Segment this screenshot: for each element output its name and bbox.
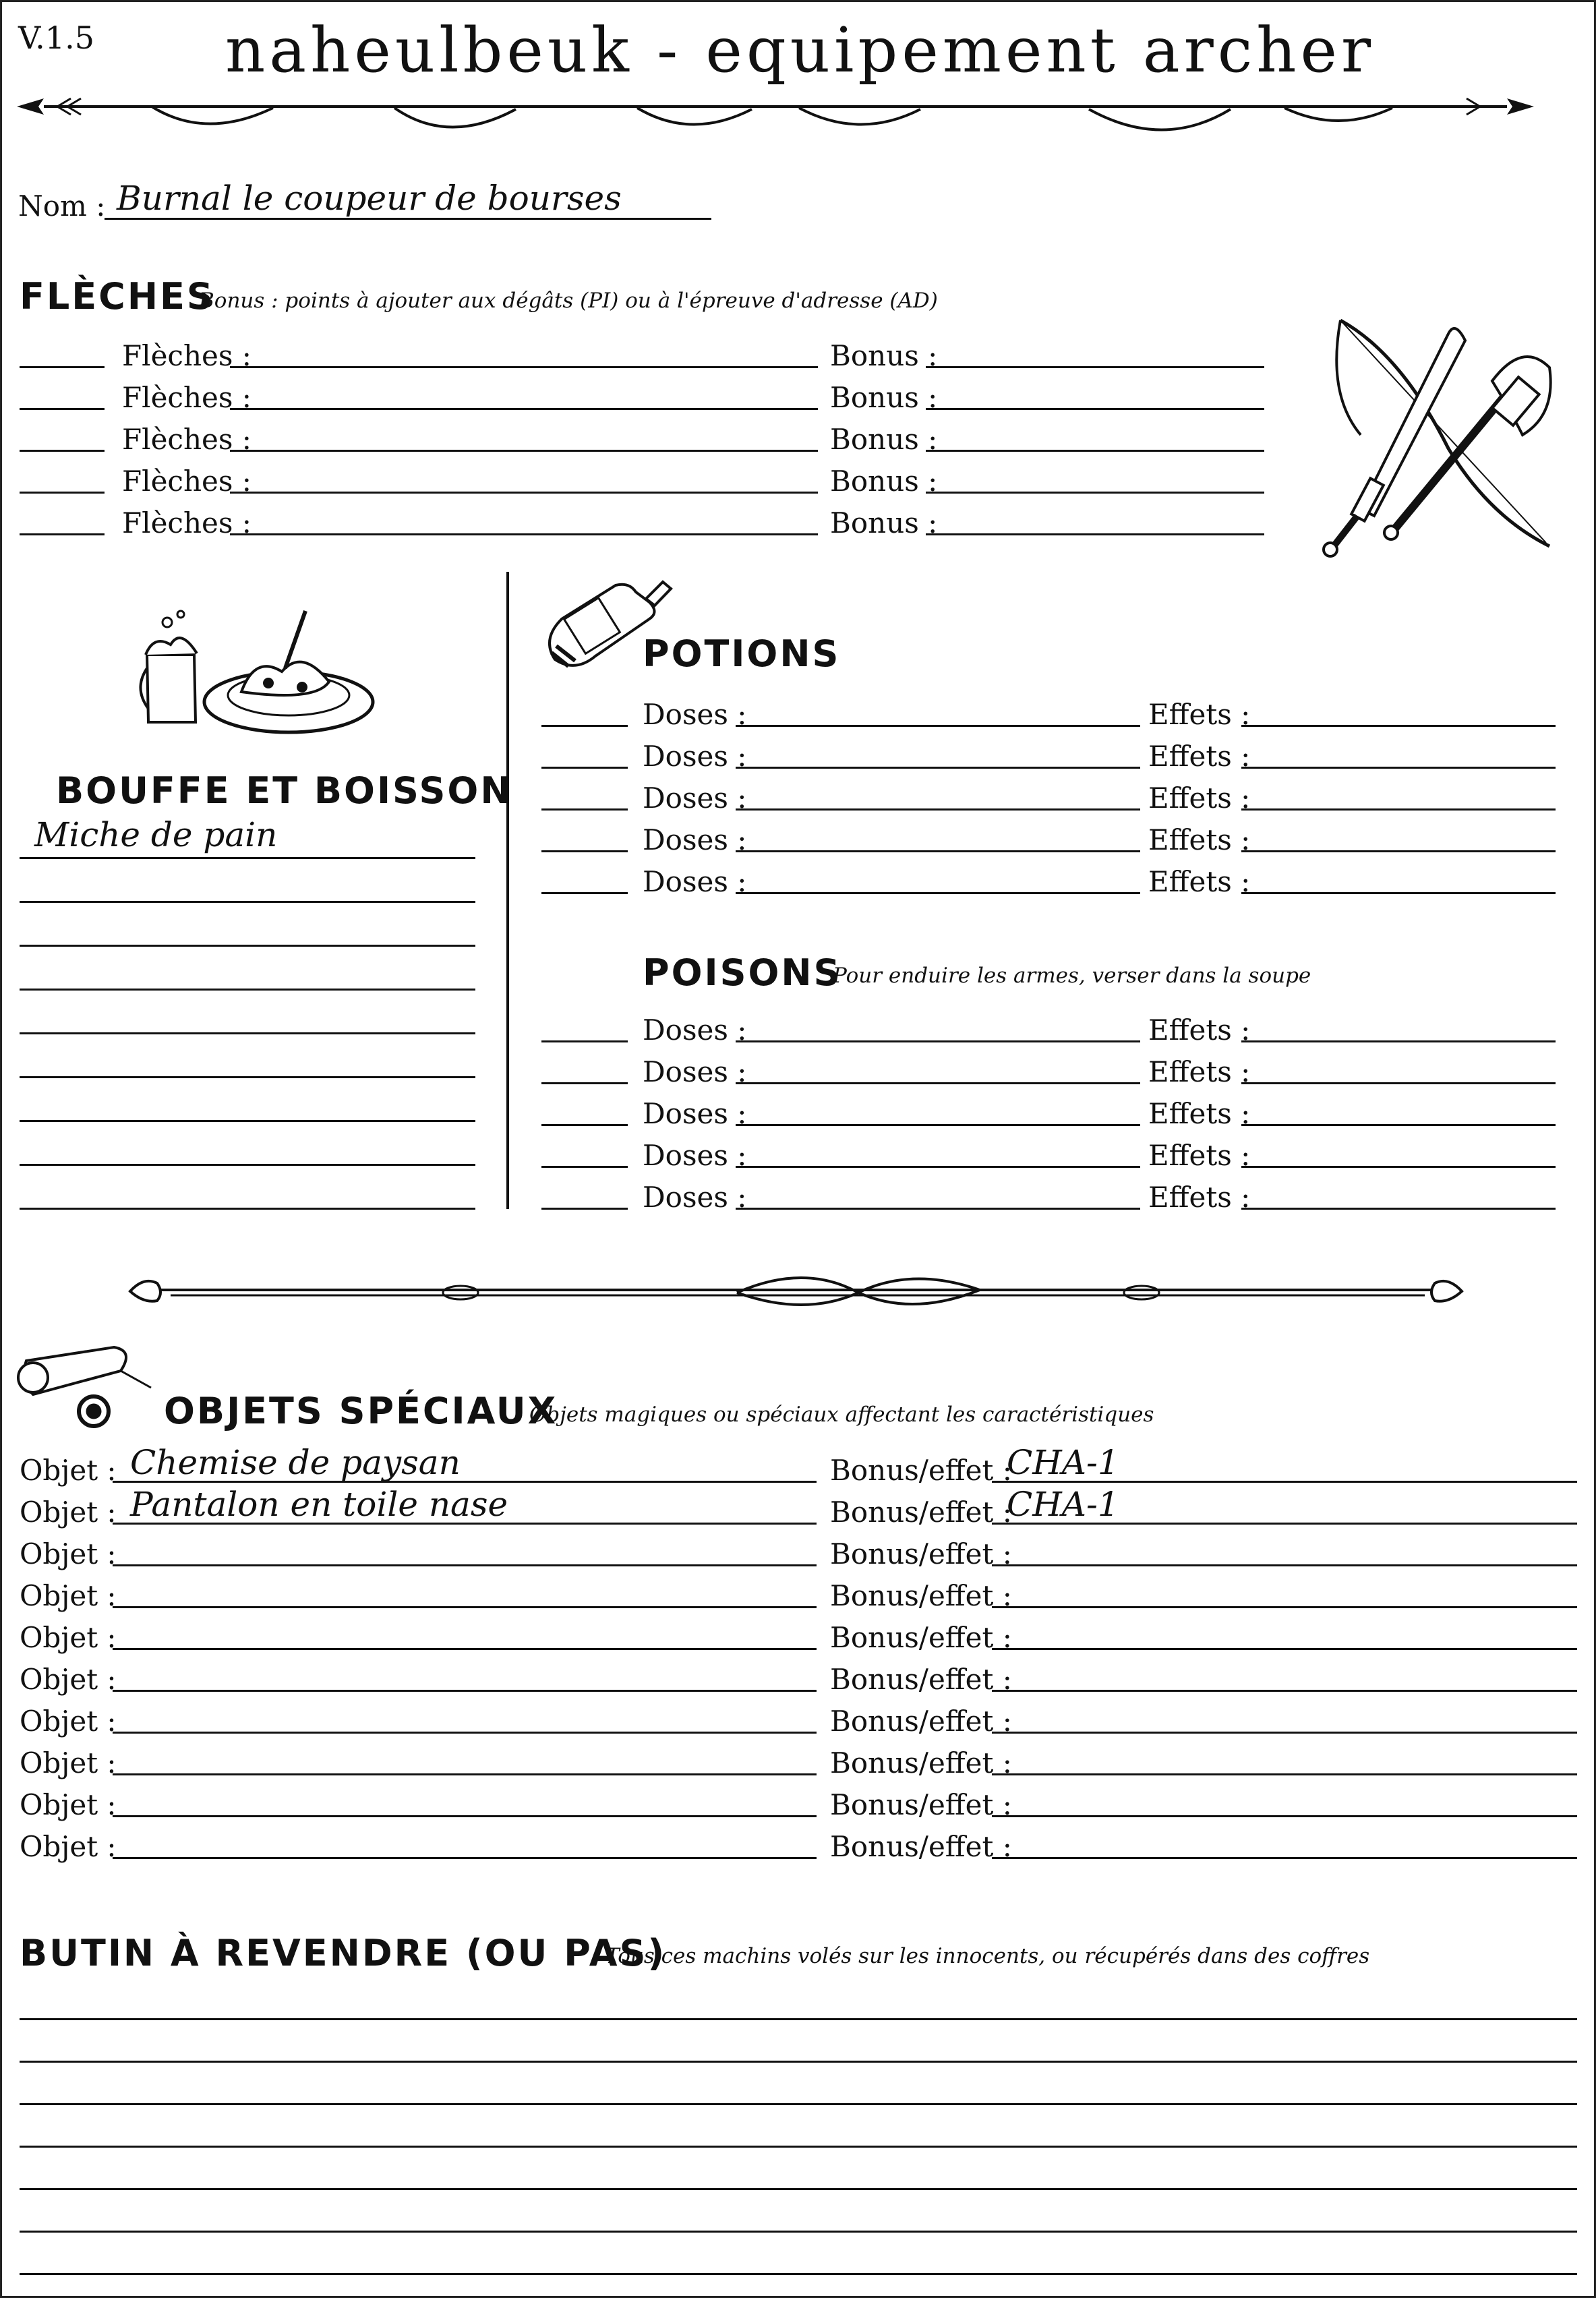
- objet-line[interactable]: [113, 1857, 817, 1859]
- poisons-qty-line[interactable]: [541, 1082, 628, 1084]
- objets-subtitle: Objets magiques ou spéciaux affectant les caractéristiques: [529, 1403, 1154, 1427]
- potions-effets-line[interactable]: [1241, 725, 1556, 727]
- bouffe-item[interactable]: Miche de pain: [34, 815, 278, 854]
- butin-line[interactable]: [20, 2146, 1577, 2148]
- butin-line[interactable]: [20, 2231, 1577, 2233]
- potions-doses-label: Doses :: [643, 740, 747, 773]
- bouffe-line[interactable]: [20, 1076, 475, 1078]
- objet-line[interactable]: [113, 1606, 817, 1608]
- poisons-effets-line[interactable]: [1241, 1166, 1556, 1168]
- potions-effets-line[interactable]: [1241, 892, 1556, 894]
- potions-doses-line[interactable]: [736, 850, 1140, 852]
- potions-effets-label: Effets :: [1148, 782, 1251, 815]
- page-title: naheulbeuk - equipement archer: [225, 14, 1375, 86]
- fleche-qty-line[interactable]: [20, 450, 105, 452]
- poisons-doses-line[interactable]: [736, 1082, 1140, 1084]
- objet-bonus-label: Bonus/effet :: [830, 1788, 1012, 1821]
- nom-line: [105, 218, 711, 220]
- potions-qty-line[interactable]: [541, 808, 628, 811]
- poisons-effets-label: Effets :: [1148, 1181, 1251, 1214]
- potions-effets-label: Effets :: [1148, 740, 1251, 773]
- poisons-title: POISONS: [643, 951, 842, 994]
- staff-divider-icon: [130, 1263, 1462, 1317]
- objet-bonus-line[interactable]: [992, 1564, 1577, 1566]
- objet-bonus-line[interactable]: [992, 1481, 1577, 1483]
- version-label: V.1.5: [18, 20, 94, 56]
- objet-value[interactable]: Pantalon en toile nase: [130, 1485, 508, 1524]
- scroll-ring-icon: [20, 1340, 154, 1432]
- butin-line[interactable]: [20, 2188, 1577, 2190]
- fleche-name-line[interactable]: [230, 408, 818, 410]
- objet-label: Objet :: [20, 1705, 117, 1738]
- objet-bonus-label: Bonus/effet :: [830, 1579, 1012, 1612]
- objet-label: Objet :: [20, 1496, 117, 1529]
- objet-bonus-label: Bonus/effet :: [830, 1537, 1012, 1570]
- objet-bonus-line[interactable]: [992, 1815, 1577, 1817]
- arrow-divider-icon: [17, 86, 1534, 147]
- poisons-doses-label: Doses :: [643, 1055, 747, 1088]
- poisons-effets-line[interactable]: [1241, 1124, 1556, 1126]
- objet-line[interactable]: [113, 1481, 817, 1483]
- objet-bonus-label: Bonus/effet :: [830, 1621, 1012, 1654]
- fleche-bonus-label: Bonus :: [830, 506, 938, 539]
- objet-bonus-line[interactable]: [992, 1606, 1577, 1608]
- poisons-doses-label: Doses :: [643, 1181, 747, 1214]
- fleche-label: Flèches :: [122, 506, 252, 539]
- objet-label: Objet :: [20, 1454, 117, 1487]
- fleche-bonus-line[interactable]: [926, 450, 1264, 452]
- fleche-label: Flèches :: [122, 465, 252, 498]
- fleche-bonus-line[interactable]: [926, 533, 1264, 535]
- potions-doses-label: Doses :: [643, 823, 747, 856]
- poisons-effets-label: Effets :: [1148, 1055, 1251, 1088]
- nom-label: Nom :: [18, 189, 106, 223]
- bouffe-line[interactable]: [20, 1032, 475, 1034]
- bouffe-title: BOUFFE ET BOISSON: [56, 769, 513, 812]
- bouffe-line[interactable]: [20, 901, 475, 903]
- bouffe-line[interactable]: [20, 1120, 475, 1122]
- objet-line[interactable]: [113, 1690, 817, 1692]
- potions-qty-line[interactable]: [541, 767, 628, 769]
- butin-title: BUTIN À REVENDRE (OU PAS): [20, 1932, 667, 1974]
- potions-qty-line[interactable]: [541, 850, 628, 852]
- objet-label: Objet :: [20, 1621, 117, 1654]
- objet-label: Objet :: [20, 1663, 117, 1696]
- objet-bonus-label: Bonus/effet :: [830, 1705, 1012, 1738]
- poisons-effets-label: Effets :: [1148, 1097, 1251, 1130]
- butin-subtitle: Tous ces machins volés sur les innocents, ou récupérés dans des coffres: [605, 1944, 1370, 1968]
- potions-doses-line[interactable]: [736, 892, 1140, 894]
- fleche-qty-line[interactable]: [20, 492, 105, 494]
- fleche-name-line[interactable]: [230, 492, 818, 494]
- fleche-bonus-line[interactable]: [926, 408, 1264, 410]
- objet-line[interactable]: [113, 1773, 817, 1775]
- potions-doses-line[interactable]: [736, 725, 1140, 727]
- butin-line[interactable]: [20, 2103, 1577, 2105]
- objet-bonus-line[interactable]: [992, 1523, 1577, 1525]
- bouffe-line[interactable]: [20, 857, 475, 859]
- fleche-bonus-line[interactable]: [926, 492, 1264, 494]
- objet-label: Objet :: [20, 1746, 117, 1779]
- crossed-weapons-icon: [1320, 314, 1570, 556]
- poisons-effets-line[interactable]: [1241, 1082, 1556, 1084]
- food-plate-icon: [140, 608, 373, 736]
- butin-line[interactable]: [20, 2018, 1577, 2020]
- objet-value[interactable]: Chemise de paysan: [130, 1443, 461, 1482]
- poisons-doses-line[interactable]: [736, 1124, 1140, 1126]
- bouffe-line[interactable]: [20, 945, 475, 947]
- potions-doses-label: Doses :: [643, 865, 747, 898]
- potions-effets-line[interactable]: [1241, 808, 1556, 811]
- potions-qty-line[interactable]: [541, 725, 628, 727]
- objet-label: Objet :: [20, 1579, 117, 1612]
- butin-line[interactable]: [20, 2273, 1577, 2275]
- poisons-doses-label: Doses :: [643, 1097, 747, 1130]
- potions-effets-label: Effets :: [1148, 698, 1251, 731]
- fleche-label: Flèches :: [122, 381, 252, 414]
- objet-line[interactable]: [113, 1815, 817, 1817]
- poisons-effets-label: Effets :: [1148, 1139, 1251, 1172]
- poisons-doses-line[interactable]: [736, 1166, 1140, 1168]
- fleche-bonus-label: Bonus :: [830, 465, 938, 498]
- objet-line[interactable]: [113, 1732, 817, 1734]
- poisons-subtitle: Pour enduire les armes, verser dans la soupe: [833, 964, 1311, 988]
- fleche-bonus-label: Bonus :: [830, 423, 938, 456]
- poisons-qty-line[interactable]: [541, 1040, 628, 1042]
- potions-qty-line[interactable]: [541, 892, 628, 894]
- objet-bonus-label: Bonus/effet :: [830, 1746, 1012, 1779]
- objet-bonus-line[interactable]: [992, 1690, 1577, 1692]
- potions-doses-line[interactable]: [736, 767, 1140, 769]
- objet-label: Objet :: [20, 1537, 117, 1570]
- poisons-effets-line[interactable]: [1241, 1040, 1556, 1042]
- butin-line[interactable]: [20, 2061, 1577, 2063]
- bouffe-line[interactable]: [20, 1164, 475, 1166]
- bouffe-line[interactable]: [20, 1208, 475, 1210]
- objet-line[interactable]: [113, 1648, 817, 1650]
- fleche-bonus-label: Bonus :: [830, 381, 938, 414]
- objet-label: Objet :: [20, 1830, 117, 1863]
- potions-effets-line[interactable]: [1241, 850, 1556, 852]
- objet-bonus-line[interactable]: [992, 1648, 1577, 1650]
- potions-doses-line[interactable]: [736, 808, 1140, 811]
- potions-doses-label: Doses :: [643, 782, 747, 815]
- poisons-qty-line[interactable]: [541, 1124, 628, 1126]
- fleches-title: FLÈCHES: [20, 275, 215, 318]
- potions-effets-line[interactable]: [1241, 767, 1556, 769]
- potions-effets-label: Effets :: [1148, 823, 1251, 856]
- column-divider: [506, 572, 509, 1209]
- fleche-qty-line[interactable]: [20, 408, 105, 410]
- objet-bonus-line[interactable]: [992, 1773, 1577, 1775]
- fleche-qty-line[interactable]: [20, 533, 105, 535]
- objet-bonus-label: Bonus/effet :: [830, 1830, 1012, 1863]
- objets-title: OBJETS SPÉCIAUX: [164, 1390, 558, 1432]
- objet-line[interactable]: [113, 1564, 817, 1566]
- poisons-doses-line[interactable]: [736, 1040, 1140, 1042]
- fleche-qty-line[interactable]: [20, 366, 105, 368]
- fleche-bonus-label: Bonus :: [830, 339, 938, 372]
- fleche-bonus-line[interactable]: [926, 366, 1264, 368]
- fleche-label: Flèches :: [122, 339, 252, 372]
- objet-bonus-label: Bonus/effet :: [830, 1454, 1012, 1487]
- objet-label: Objet :: [20, 1788, 117, 1821]
- fleches-subtitle: Bonus : points à ajouter aux dégâts (PI) ou à l'épreuve d'adresse (AD): [199, 289, 938, 313]
- fleche-name-line[interactable]: [230, 366, 818, 368]
- poisons-doses-label: Doses :: [643, 1013, 747, 1047]
- objet-bonus-value[interactable]: CHA-1: [1007, 1485, 1119, 1524]
- fleche-name-line[interactable]: [230, 450, 818, 452]
- potions-doses-label: Doses :: [643, 698, 747, 731]
- potions-effets-label: Effets :: [1148, 865, 1251, 898]
- objet-bonus-label: Bonus/effet :: [830, 1663, 1012, 1696]
- objet-bonus-label: Bonus/effet :: [830, 1496, 1012, 1529]
- fleche-label: Flèches :: [122, 423, 252, 456]
- nom-value[interactable]: Burnal le coupeur de bourses: [117, 179, 622, 218]
- objet-bonus-line[interactable]: [992, 1857, 1577, 1859]
- poisons-effets-line[interactable]: [1241, 1208, 1556, 1210]
- poisons-doses-line[interactable]: [736, 1208, 1140, 1210]
- objet-bonus-line[interactable]: [992, 1732, 1577, 1734]
- poisons-doses-label: Doses :: [643, 1139, 747, 1172]
- fleche-name-line[interactable]: [230, 533, 818, 535]
- poisons-qty-line[interactable]: [541, 1166, 628, 1168]
- poisons-effets-label: Effets :: [1148, 1013, 1251, 1047]
- bouffe-line[interactable]: [20, 989, 475, 991]
- objet-bonus-value[interactable]: CHA-1: [1007, 1443, 1119, 1482]
- poisons-qty-line[interactable]: [541, 1208, 628, 1210]
- potions-title: POTIONS: [643, 632, 841, 675]
- objet-line[interactable]: [113, 1523, 817, 1525]
